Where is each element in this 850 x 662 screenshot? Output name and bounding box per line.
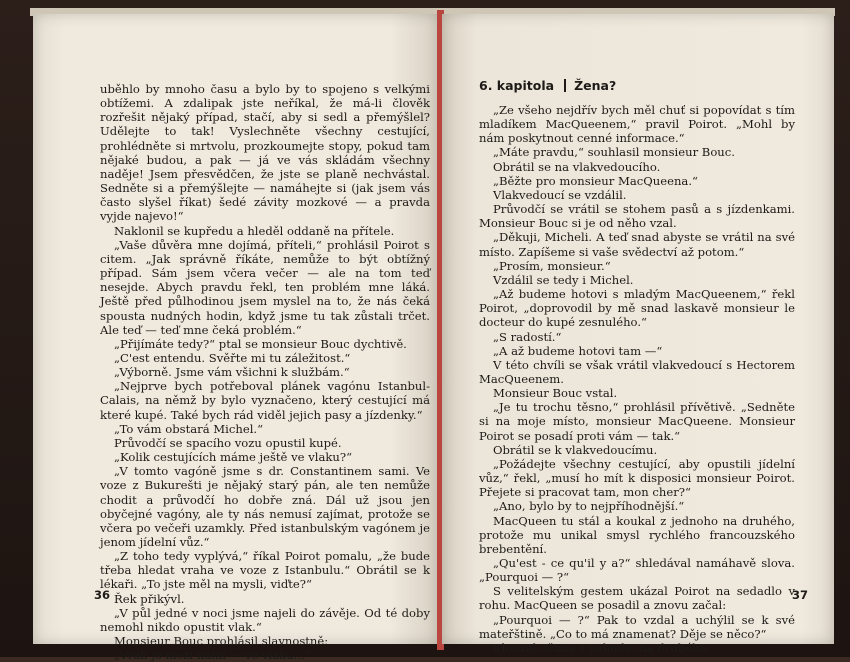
- right-page-text: [479, 103, 795, 655]
- paragraph: „C'est entendu. Svěřte mi tu záležitost.“: [114, 350, 351, 365]
- chapter-number: 6. kapitola: [479, 78, 555, 93]
- paragraph: Monsieur Bouc prohlásil slavnostně:: [114, 634, 329, 649]
- paragraph: „A až budeme hotovi tam —“: [493, 343, 663, 358]
- paragraph: Řek přikývl.: [114, 591, 185, 606]
- paragraph: „Až budeme hotovi s mladým MacQueenem,“ řekl Poirot, „doprovodil by mě snad laskavě monsieur le docteur do kupé zesnulého.“: [479, 287, 795, 330]
- paragraph: „Máte pravdu,“ souhlasil monsieur Bouc.: [493, 145, 735, 160]
- paragraph: Vzdálil se tedy i Michel.: [493, 272, 634, 287]
- paragraph: Obrátil se k vlakvedoucímu.: [493, 442, 658, 457]
- paragraph: „Ze všeho nejdřív bych měl chuť si popovídat s tím mladíkem MacQueenem,“ pravil Poirot. „Mohl by nám poskytnout cenné informace.“: [479, 103, 795, 146]
- paragraph: „Děkuji, Micheli. A teď snad abyste se vrátil na své místo. Zapíšeme si vaše svědectví až potom.“: [479, 230, 795, 259]
- page-number: 37: [791, 588, 808, 602]
- paragraph: Obrátil se na vlakvedoucího.: [493, 159, 661, 174]
- right-page: [442, 14, 834, 655]
- paragraph: Klouzal očima z jednoho na druhého.: [493, 640, 711, 655]
- paragraph: „Z toho tedy vyplývá,“ říkal Poirot pomalu, „že bude třeba hledat vraha ve voze z Istanbulu.“ Obrátil se k lékaři. „To jste měl na mysli, viďte?“: [100, 549, 430, 592]
- paragraph: „S radostí.“: [493, 329, 562, 344]
- paragraph: S velitelským gestem ukázal Poirot na sedadlo v rohu. MacQueen se posadil a znovu začal:: [479, 584, 795, 613]
- page-number: 36: [94, 588, 111, 602]
- paragraph: „Qu'est - ce qu'il y a?“ shledával namáhavě slova. „Pourquoi — ?“: [479, 556, 795, 585]
- paragraph: „Nejprve bych potřeboval plánek vagónu Istanbul-Calais, na němž by bylo vyznačeno, který cestující má které kupé. Také bych rád viděl jejich pasy a jízdenky.“: [100, 379, 430, 422]
- paragraph: „Vaše důvěra mne dojímá, příteli,“ prohlásil Poirot s citem. „Jak správně říkáte, nemůže to být obtížný případ. Sám jsem včera večer — ale na tom teď nesejde. Abych pravdu řekl, ten problém mne láká. Ještě před půlhodinou jsem myslel na to, že nás čeká spousta nudných hodin, když jsme tu tak zůstali trčet. Ale teď — teď mne čeká problém.“: [100, 237, 430, 337]
- paragraph: „Je tu trochu těsno,“ prohlásil přívětivě. „Sedněte si na moje místo, monsieur MacQueene. Monsieur Poirot se posadí proti vám — tak.“: [479, 400, 795, 443]
- paragraph: „Výborně. Jsme vám všichni k službám.“: [114, 365, 350, 380]
- chapter-title: Žena?: [574, 78, 617, 93]
- left-page: [33, 14, 439, 662]
- paragraph: „Přijímáte tedy?“ ptal se monsieur Bouc dychtivě.: [114, 336, 407, 351]
- paragraph: „Pourquoi — ?“ Pak to vzdal a uchýlil se k své mateřštině. „Co to má znamenat? Děje se něco?“: [479, 612, 795, 641]
- paragraph: „To vám obstará Michel.“: [114, 421, 264, 436]
- paragraph: MacQueen tu stál a koukal z jednoho na druhého, protože mu unikal smysl rychlého francouzského brebentění.: [479, 513, 795, 556]
- paragraph: Monsieur Bouc vstal.: [493, 386, 618, 401]
- chapter-heading: [479, 78, 616, 93]
- left-page-text: [100, 82, 430, 662]
- paragraph: „Požádejte všechny cestující, aby opustili jídelní vůz,“ řekl, „musí ho mít k disposici monsieur Poirot. Přejete si pracovat tam, mon cher?“: [479, 456, 795, 500]
- paragraph: Průvodčí se spacího vozu opustil kupé.: [114, 435, 342, 450]
- paragraph: Průvodčí se vrátil se stohem pasů a s jízdenkami. Monsieur Bouc si je od něho vzal.: [479, 202, 795, 231]
- paragraph: „Kolik cestujících máme ještě ve vlaku?“: [114, 450, 353, 465]
- paragraph: V této chvíli se však vrátil vlakvedoucí s Hectorem MacQueenem.: [479, 357, 795, 386]
- paragraph: uběhlo by mnoho času a bylo by to spojeno s velkými obtížemi. A zdalipak jste neříkal, že má-li člověk rozřešit nějaký případ, stačí, aby si sedl a přemýšlel? Udělejte to tak! Vyslechněte všechny cestující, prohlédněte si mrtvolu, prozkoumejte stopy, pokud tam nějaké budou, a pak — já ve vás skládám všechny naděje! Jsem přesvědčen, že jste se planě nechvástal. Sedněte si a přemýšlejte — namáhejte si (jak jsem vás často slyšel říkat) šedé závity mozkové — a pravda vyjde najevo!“: [100, 82, 430, 224]
- paragraph: Vlakvedoucí se vzdálil.: [493, 187, 627, 202]
- paragraph: Naklonil se kupředu a hleděl oddaně na přítele.: [114, 223, 395, 238]
- paragraph: „Prosím, monsieur.“: [493, 258, 611, 273]
- paragraph: „Ano, bylo by to nejpříhodnější.“: [493, 499, 685, 514]
- paragraph: „Běžte pro monsieur MacQueena.“: [493, 173, 698, 188]
- heading-divider: [564, 79, 566, 92]
- paragraph: „Vrah je mezi námi — ve vlaku...“: [114, 648, 311, 662]
- paragraph: „V půl jedné v noci jsme najeli do závěje. Od té doby nemohl nikdo opustit vlak.“: [100, 605, 430, 634]
- paragraph: „V tomto vagóně jsme s dr. Constantinem sami. Ve voze z Bukurešti je nějaký starý pán, ale ten nemůže chodit a průvodčí ho dobře zná. Dál už jsou jen obyčejné vagóny, ale ty nás nemusí zajímat, protože se včera po večeři uzamkly. Před istanbulským vagónem je jenom jídelní vůz.“: [100, 464, 430, 549]
